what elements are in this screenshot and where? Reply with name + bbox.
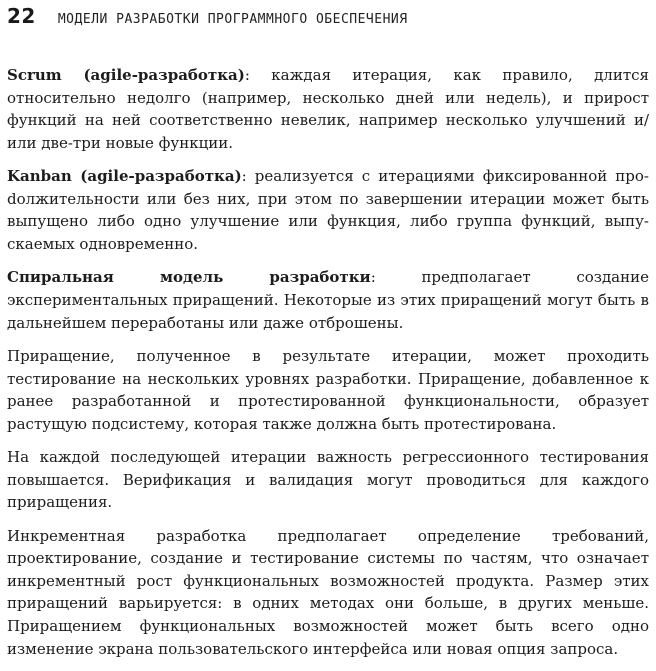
paragraph-text: : предполагает создание экспериментальных приращений. Некоторые из этих приращений могут быть в дальнейшем переработаны или даже отброшены. xyxy=(7,268,649,332)
paragraph-text: : реализуется с итерациями фиксированной проdолжительности или без них, при этом по завершении итерации может быть выпущено либо одно улучшение или функция, либо группа функций, выпускаемых одновременно. xyxy=(7,167,649,253)
page-header xyxy=(7,4,408,32)
paragraph-incremental-development xyxy=(7,525,649,661)
paragraph-text: : каждая итерация, как правило, длится относительно недолго (например, несколько дней или недель), и прирост функций на ней соответственно невелик, например несколько улучшений и/или две-три новые функции. xyxy=(7,66,649,152)
paragraph-text: Инкрементная разработка предполагает определение требований, проектирование, создание и тестирование системы по частям, что означает инкрементный рост функциональных возможностей продукта. Размер этих приращений варьируется: в одних методах они больше, в других меньше. Приращением функциональных возможностей может быть всего одно изменение экрана пользовательского интерфейса или новая опция запроса. xyxy=(7,526,649,658)
paragraph-regression xyxy=(7,446,649,514)
paragraph-scrum xyxy=(7,64,649,154)
paragraph-kanban xyxy=(7,165,649,255)
term-scrum: Scrum (agile-разработка) xyxy=(7,66,245,84)
page-body xyxy=(7,64,649,671)
page-number: 22 xyxy=(7,4,36,28)
paragraph-text: Приращение, полученное в результате итерации, может проходить тестирование на нескольких уровнях разработки. Приращение, добавленное к ранее разработанной и протестированной функциональности, образует растущую подсистему, которая также должна быть протестирована. xyxy=(7,346,649,433)
paragraph-increment-testing xyxy=(7,345,649,435)
running-title: МОДЕЛИ РАЗРАБОТКИ ПРОГРАММНОГО ОБЕСПЕЧЕНИЯ xyxy=(57,12,408,27)
term-spiral: Спиральная модель разработки xyxy=(7,268,371,287)
paragraph-text: На каждой последующей итерации важность регрессионного тестирования повышается. Верификация и валидация могут проводиться для каждого приращения. xyxy=(7,448,649,512)
paragraph-spiral xyxy=(7,266,649,334)
term-kanban: Kanban (agile-разработка) xyxy=(7,167,242,186)
